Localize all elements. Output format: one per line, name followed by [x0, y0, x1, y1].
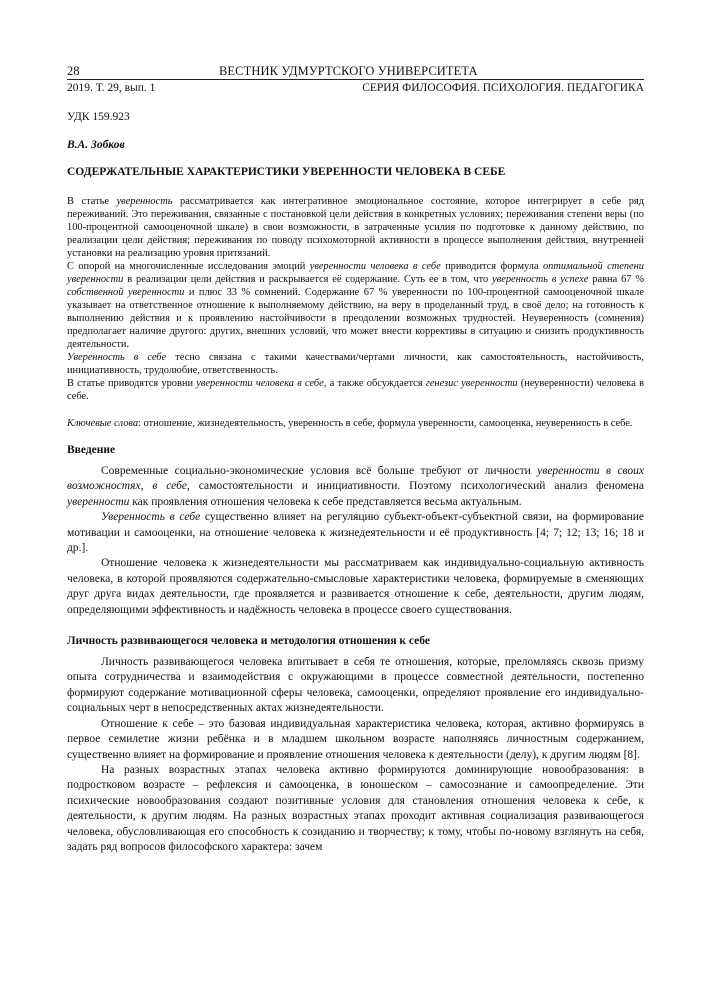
keywords	[67, 417, 644, 430]
running-header	[67, 64, 644, 79]
article-page	[67, 64, 644, 855]
udk-code: УДК 159.923	[67, 111, 130, 123]
intro-paragraph-1: Современные социально-экономические условия всё больше требуют от личности уверенности в своих возможностях, в себе, самостоятельности и инициативности. Поэтому психологический анализ феномена уверенности как проявления отношения человека к себе представляется весьма актуальным.	[67, 465, 644, 508]
abstract-paragraph-3: Уверенность в себе тесно связана с такими качествами/чертами личности, как самостоятельность, настойчивость, инициативность, трудолюбие, ответственность.	[67, 352, 644, 376]
intro-paragraph-2: Уверенность в себе существенно влияет на регуляцию субъект-объект-субъектной связи, на формирование мотивации и самооценки, на отношение человека к жизнедеятельности и её продуктивность [4; 7; 12; 13; 16; 18 и др.].	[67, 511, 644, 555]
personality-section	[67, 655, 644, 855]
abstract-paragraph-2: С опорой на многочисленные исследования эмоций уверенности человека в себе приводится формула оптимальной степени уверенности в реализации цели действия и раскрывается её содержание. Суть ее в том, что уверенность в успехе равна 67 % собственной уверенности и плюс 33 % сомнений. Содержание 67 % уверенности по 100-процентной самооценочной шкале указывает на ответственное отношение к выполняемому действию, на веру в проделанный труд, в своё дело; на готовность к выполнению действия и к проявлению настойчивости в преодолении возможных трудностей. Неуверенность (сомнения) предполагает наличие другого: других, внешних условий, что может внести коррективы в ситуацию и снизить продуктивность деятельности.	[67, 261, 645, 350]
section-heading-personality: Личность развивающегося человека и методология отношения к себе	[67, 635, 430, 648]
introduction-section	[67, 464, 644, 618]
running-subheader	[67, 79, 644, 95]
volume-info: 2019. Т. 29, вып. 1	[67, 82, 156, 94]
intro-paragraph-3: Отношение человека к жизнедеятельности мы рассматриваем как индивидуально-социальную активность человека, в которой проявляются содержательно-смысловые характеристики человека, формируемые в сменяющих друг друга видах деятельности, где проявляется и развивается отношение к себе, деятельности, другим людям, определяющими эффективность и надёжность человека в процессе своего существования.	[67, 557, 644, 616]
section2-paragraph-1: Личность развивающегося человека впитывает в себя те отношения, которые, преломляясь сквозь призму опыта сотрудничества и взаимодействия с окружающими в процессе совместной деятельности, постепенно формируют содержание мотивационной сферы человека, самооценки, определяют проявление его индивидуально-социальных черт в непосредственных актах жизнедеятельности.	[67, 656, 644, 715]
abstract-paragraph-1: В статье уверенность рассматривается как интегративное эмоциональное состояние, которое интегрирует в себе ряд переживаний. Это переживания, связанные с постановкой цели действия в конкретных условиях; переживания степени веры (по 100-процентной самооценочной шкале) в свои возможности, в затраченные усилия по подготовке к данному действию, по реализации цели действия; переживания по поводу психомоторной активности в процессе выполнения действия, внутренней установки на реализацию уровня притязаний.	[67, 196, 644, 259]
keywords-text: : отношение, жизнедеятельность, уверенность в себе, формула уверенности, самооценка, неуверенность в себе.	[138, 418, 633, 429]
section-heading-introduction: Введение	[67, 444, 116, 456]
author-name: В.А. Зобков	[67, 139, 125, 151]
page-number: 28	[67, 64, 80, 78]
section2-paragraph-2: Отношение к себе – это базовая индивидуальная характеристика человека, которая, активно формируясь в первое семилетие жизни ребёнка и в младшем школьном возрасте наполняясь личностным содержанием, существенно влияет на формирование и проявление отношения человека к деятельности (делу), к другим людям [8].	[67, 717, 644, 761]
section2-paragraph-3: На разных возрастных этапах человека активно формируются доминирующие новообразования: в подростковом возрасте – рефлексия и самооценка, в юношеском – самосознание и самоопределение. Эти психические новообразования создают позитивные условия для становления отношения человека к себе, к деятельности, к другим людям. На разных возрастных этапах проходит активная социализация развивающегося человека, обусловливающая его способность к созиданию и творчеству; к тому, чтобы по-новому взглянуть на себя, задать ряд вопросов философского характера: зачем	[67, 763, 644, 853]
keywords-label: Ключевые слова	[67, 418, 139, 429]
abstract	[67, 195, 644, 403]
journal-name: ВЕСТНИК УДМУРТСКОГО УНИВЕРСИТЕТА	[219, 64, 478, 78]
abstract-paragraph-4: В статье приводятся уровни уверенности человека в себе, а также обсуждается генезис уверенности (неуверенности) человека в себе.	[67, 378, 644, 402]
series-name: СЕРИЯ ФИЛОСОФИЯ. ПСИХОЛОГИЯ. ПЕДАГОГИКА	[362, 82, 644, 94]
article-title: СОДЕРЖАТЕЛЬНЫЕ ХАРАКТЕРИСТИКИ УВЕРЕННОСТИ ЧЕЛОВЕКА В СЕБЕ	[67, 166, 506, 178]
